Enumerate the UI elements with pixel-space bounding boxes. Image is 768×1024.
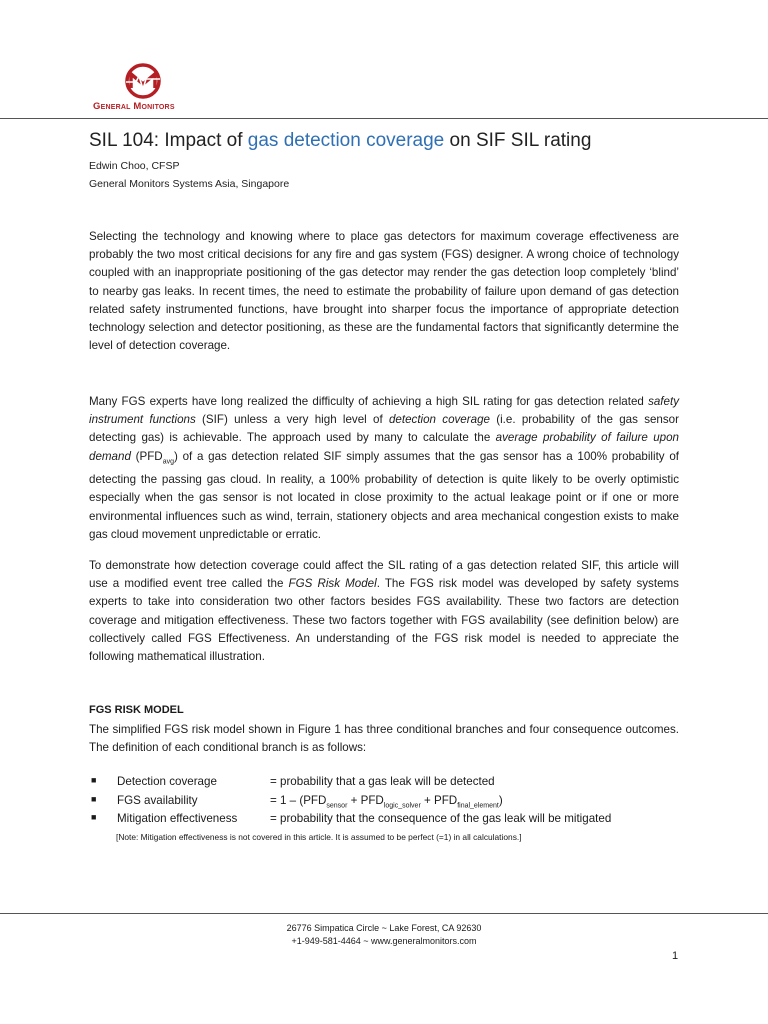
definition-list <box>89 775 689 831</box>
paragraph-3: To demonstrate how detection coverage could affect the SIL rating of a gas detection related SIF, this article will use a modified event tree called the FGS Risk Model. The FGS risk model was developed by safety systems experts to take into consideration two other factors besides FGS availability. These two factors are detection coverage and mitigation effectiveness. These two factors together with FGS availability (see definition below) are collectively called FGS Effectiveness. An understanding of the FGS risk model is needed to appreciate the following mathematical illustration. <box>89 559 679 664</box>
footer-contact: +1-949-581-4464 ~ www.generalmonitors.com <box>291 936 477 946</box>
definition-text: = $1 - (PFD_{sensor} + PFD_{logic\_solver} + PFD_{final\_element})$ <box>270 793 503 809</box>
footer-address: 26776 Simpatica Circle ~ Lake Forest, CA 92630 <box>286 923 482 933</box>
bullet-icon: ■ <box>91 793 97 804</box>
logo-text: General Monitors <box>93 101 175 112</box>
title-suffix: on SIF SIL rating <box>444 130 592 151</box>
footer <box>0 922 768 948</box>
article-title <box>89 130 591 152</box>
footer-divider <box>0 913 768 914</box>
bullet-icon: ■ <box>91 775 97 785</box>
affiliation: General Monitors Systems Asia, Singapore <box>89 178 290 190</box>
section-heading: FGS RISK MODEL <box>89 704 184 716</box>
list-item <box>89 812 689 831</box>
definition-text: = probability that a gas leak will be detected <box>270 775 495 788</box>
bullet-icon: ■ <box>91 812 97 822</box>
title-prefix: SIL 104: Impact of <box>89 130 248 151</box>
author: Edwin Choo, CFSP <box>89 160 180 172</box>
list-item <box>89 794 689 813</box>
definition-term: Detection coverage <box>117 775 217 788</box>
paragraph-2: Many FGS experts have long realized the difficulty of achieving a high SIL rating for gas detection related safety instrument functions (SIF) unless a very high level of detection coverage (i.e. probability of the gas sensor detecting gas) is achievable. The approach used by many to calculate the average probability of failure upon demand $(PFD_{avg})$ of a gas detection related SIF simply assumes that the gas sensor has a 100% probability of detecting the passing gas cloud. In reality, a 100% probability of detection is quite likely to be overly optimistic especially when the gas sensor is not located in close proximity to the actual leakage point or if one or more environmental influences such as wind, terrain, stationery objects and area mechanical congestion exists to make gas cloud movement unpredictable or erratic. <box>89 395 679 541</box>
general-monitors-logo-icon <box>118 62 168 102</box>
company-logo <box>93 62 193 114</box>
title-highlight: gas detection coverage <box>247 130 445 151</box>
paragraph-1: Selecting the technology and knowing where to place gas detectors for maximum coverage effectiveness are probably the two most critical decisions for any fire and gas system (FGS) designer. A wrong choice of technology coupled with an inappropriate positioning of the gas detector may render the gas detection loop completely ‘blind’ to nearby gas leaks. In recent times, the need to estimate the probability of failure upon demand of gas detection related safety instrumented functions, have brought into sharper focus the importance of appropriate detection technology selection and detector positioning, as these are the fundamental factors that significantly determine the level of detection coverage. <box>89 230 679 353</box>
note-text: [Note: Mitigation effectiveness is not covered in this article. It is assumed to be perfect (=1) in all calculations.] <box>116 832 522 842</box>
definition-text: = probability that the consequence of the gas leak will be mitigated <box>270 812 612 825</box>
definition-term: FGS availability <box>117 793 198 807</box>
paragraph-4: The simplified FGS risk model shown in Figure 1 has three conditional branches and four consequence outcomes. The definition of each conditional branch is as follows: <box>89 723 679 755</box>
page-number: 1 <box>672 950 679 962</box>
header-divider <box>0 118 768 119</box>
list-item <box>89 775 689 794</box>
definition-term: Mitigation effectiveness <box>117 812 238 825</box>
